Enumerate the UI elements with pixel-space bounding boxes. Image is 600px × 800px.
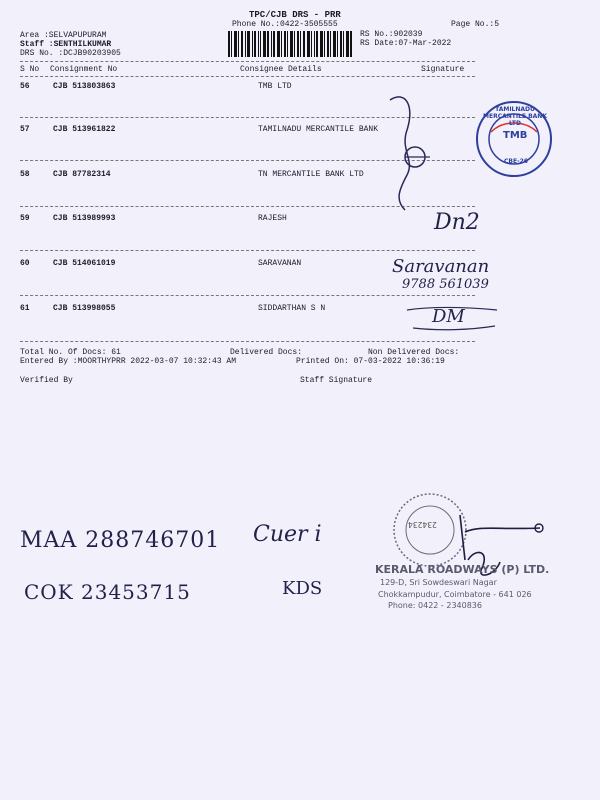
page-number: Page No.:5: [451, 20, 500, 29]
row-consignee: TN MERCANTILE BANK LTD: [258, 170, 364, 179]
row-consignment: CJB 513803863: [53, 82, 116, 91]
row-consignment: CJB 514061019: [53, 259, 116, 268]
column-sno: S No: [20, 65, 40, 74]
row-sno: 61: [20, 304, 30, 313]
row-sno: 59: [20, 214, 30, 223]
row-sno: 56: [20, 82, 30, 91]
barcode: [228, 31, 354, 57]
header-divider-top: [20, 61, 475, 62]
note-maa-number: MAA 288746701: [20, 528, 221, 553]
note-right-1: Cuer i: [253, 522, 322, 547]
row-divider: [20, 250, 475, 251]
bank-stamp-text: TAMILNADU MERCANTILE BANK LTD: [483, 106, 547, 127]
column-consignment: Consignment No: [50, 65, 118, 74]
non-delivered-docs: Non Delivered Docs:: [368, 348, 460, 357]
note-cok-number: COK 23453715: [24, 580, 191, 604]
row-consignee: SARAVANAN: [258, 259, 302, 268]
rs-date: RS Date:07-Mar-2022: [360, 39, 452, 48]
signature-underline-scribble: [405, 304, 500, 334]
row-divider: [20, 341, 475, 342]
row-sno: 60: [20, 259, 30, 268]
row-consignee: SIDDARTHAN S N: [258, 304, 326, 313]
document-title: TPC/CJB DRS - PRR: [249, 10, 341, 20]
round-seal-text: 234234: [408, 520, 437, 529]
row-consignee: TMB LTD: [258, 82, 292, 91]
staff-field: Staff :SENTHILKUMAR: [20, 40, 112, 49]
drs-number: DRS No. :DCJB90203905: [20, 49, 121, 58]
signature-bracket-scribble: [385, 85, 455, 215]
row-consignment: CJB 87782314: [53, 170, 111, 179]
note-right-2: KDS: [282, 578, 323, 599]
column-signature: Signature: [421, 65, 465, 74]
signature-siddarthan: DM: [432, 306, 465, 327]
bank-stamp-code: CBE-26: [504, 158, 528, 165]
row-consignee: TAMILNADU MERCANTILE BANK: [258, 125, 379, 134]
staff-signature: Staff Signature: [300, 376, 373, 385]
bank-stamp-center: TMB: [503, 130, 528, 141]
verified-by: Verified By: [20, 376, 73, 385]
total-docs: Total No. Of Docs: 61: [20, 348, 121, 357]
signature-saravanan: Saravanan: [392, 256, 490, 277]
entered-by: Entered By :MOORTHYPRR 2022-03-07 10:32:43 AM: [20, 357, 237, 366]
company-stamp-line-1: KERALA ROADWAYS (P) LTD.: [375, 563, 550, 576]
row-divider: [20, 295, 475, 296]
area-field: Area :SELVAPUPURAM: [20, 31, 107, 40]
rs-number: RS No.:902039: [360, 30, 423, 39]
row-sno: 57: [20, 125, 30, 134]
signature-phone-number: 9788 561039: [402, 277, 489, 292]
row-sno: 58: [20, 170, 30, 179]
column-consignee: Consignee Details: [240, 65, 322, 74]
printed-on: Printed On: 07-03-2022 10:36:19: [296, 357, 445, 366]
row-consignment: CJB 513998055: [53, 304, 116, 313]
signature-rajesh: Dn2: [434, 210, 480, 235]
header-divider-bottom: [20, 76, 475, 77]
company-stamp-line-2: 129-D, Sri Sowdeswari Nagar: [380, 578, 497, 587]
row-consignment: CJB 513961822: [53, 125, 116, 134]
row-consignee: RAJESH: [258, 214, 287, 223]
phone-number: Phone No.:0422-3505555: [232, 20, 338, 29]
company-stamp-line-3: Chokkampudur, Coimbatore - 641 026: [378, 590, 532, 599]
row-consignment: CJB 513989993: [53, 214, 116, 223]
delivered-docs: Delivered Docs:: [230, 348, 303, 357]
company-stamp-line-4: Phone: 0422 - 2340836: [388, 601, 482, 610]
